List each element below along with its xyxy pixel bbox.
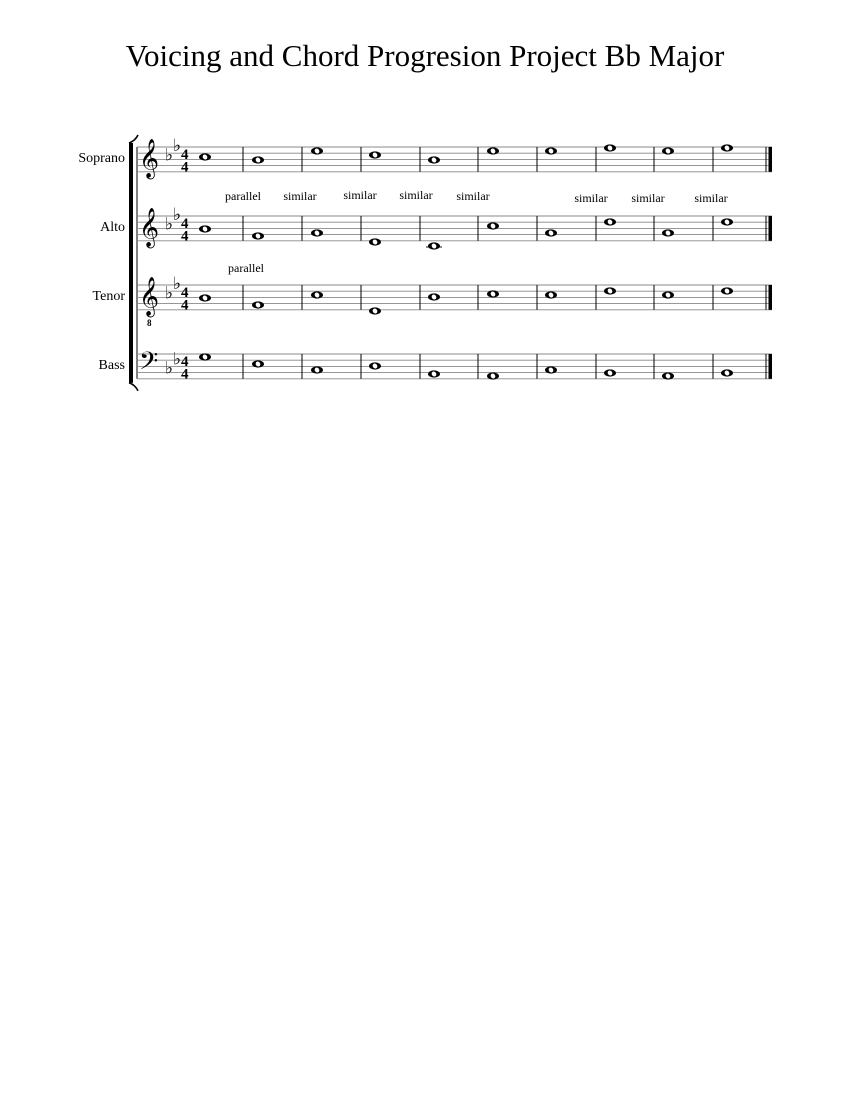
- whole-note: [662, 147, 674, 154]
- whole-note: [369, 362, 381, 369]
- flat-icon: ♭: [165, 358, 174, 379]
- whole-note: [487, 222, 499, 229]
- whole-note: [199, 294, 211, 301]
- time-signature-denominator: 4: [181, 366, 189, 383]
- whole-note: [721, 287, 733, 294]
- whole-note: [662, 229, 674, 236]
- final-barline-thick: [769, 354, 773, 379]
- treble-clef-icon: 𝄞: [139, 207, 160, 248]
- final-barline-thick: [769, 216, 773, 241]
- whole-note: [604, 218, 616, 225]
- flat-icon: ♭: [173, 136, 182, 157]
- whole-note: [252, 156, 264, 163]
- treble-clef-icon: 𝄞: [139, 138, 160, 179]
- bracket-bottom-hook: [129, 383, 138, 391]
- time-signature-numerator: 4: [181, 215, 189, 232]
- time-signature-numerator: 4: [181, 353, 189, 370]
- treble-clef-icon: 𝄞: [139, 276, 160, 317]
- whole-note: [721, 218, 733, 225]
- motion-annotation: similar: [631, 191, 665, 205]
- final-barline-thick: [769, 147, 773, 172]
- motion-annotation: similar: [343, 188, 377, 202]
- whole-note: [662, 291, 674, 298]
- motion-annotation: similar: [574, 191, 608, 205]
- flat-icon: ♭: [165, 214, 174, 235]
- motion-annotation: parallel: [228, 261, 264, 275]
- whole-note: [604, 369, 616, 376]
- whole-note: [311, 229, 323, 236]
- whole-note: [545, 147, 557, 154]
- motion-annotation: similar: [456, 189, 490, 203]
- whole-note: [604, 144, 616, 151]
- motion-annotation: similar: [399, 188, 433, 202]
- whole-note: [199, 153, 211, 160]
- music-score: [0, 0, 850, 420]
- flat-icon: ♭: [173, 205, 182, 226]
- time-signature-numerator: 4: [181, 146, 189, 163]
- whole-note: [369, 151, 381, 158]
- instrument-label-tenor: Tenor: [92, 289, 125, 304]
- whole-note: [428, 370, 440, 377]
- whole-note: [252, 301, 264, 308]
- time-signature-denominator: 4: [181, 297, 189, 314]
- whole-note: [428, 293, 440, 300]
- motion-annotation: similar: [694, 191, 728, 205]
- instrument-label-alto: Alto: [100, 220, 125, 235]
- octave-8-mark: 8: [147, 317, 152, 328]
- time-signature-denominator: 4: [181, 228, 189, 245]
- time-signature-numerator: 4: [181, 284, 189, 301]
- whole-note: [252, 232, 264, 239]
- whole-note: [545, 366, 557, 373]
- instrument-label-soprano: Soprano: [78, 151, 125, 166]
- whole-note: [721, 144, 733, 151]
- whole-note: [311, 291, 323, 298]
- flat-icon: ♭: [165, 145, 174, 166]
- flat-icon: ♭: [173, 274, 182, 295]
- whole-note: [311, 366, 323, 373]
- instrument-label-bass: Bass: [98, 358, 125, 373]
- whole-note: [369, 238, 381, 245]
- whole-note: [199, 225, 211, 232]
- score-title: Voicing and Chord Progresion Project Bb Major: [125, 38, 725, 73]
- flat-icon: ♭: [165, 283, 174, 304]
- whole-note: [311, 147, 323, 154]
- time-signature-denominator: 4: [181, 159, 189, 176]
- system-bracket: [129, 143, 133, 383]
- whole-note: [545, 229, 557, 236]
- whole-note: [604, 287, 616, 294]
- whole-note: [487, 147, 499, 154]
- bracket-top-hook: [129, 135, 138, 143]
- whole-note: [662, 372, 674, 379]
- whole-note: [369, 307, 381, 314]
- whole-note: [199, 353, 211, 360]
- whole-note: [252, 360, 264, 367]
- whole-note: [428, 242, 440, 249]
- motion-annotation: similar: [283, 189, 317, 203]
- whole-note: [545, 291, 557, 298]
- whole-note: [487, 290, 499, 297]
- whole-note: [721, 369, 733, 376]
- bass-clef-icon: 𝄢: [139, 346, 159, 382]
- whole-note: [428, 156, 440, 163]
- final-barline-thick: [769, 285, 773, 310]
- flat-icon: ♭: [173, 349, 182, 370]
- motion-annotation: parallel: [225, 189, 261, 203]
- whole-note: [487, 372, 499, 379]
